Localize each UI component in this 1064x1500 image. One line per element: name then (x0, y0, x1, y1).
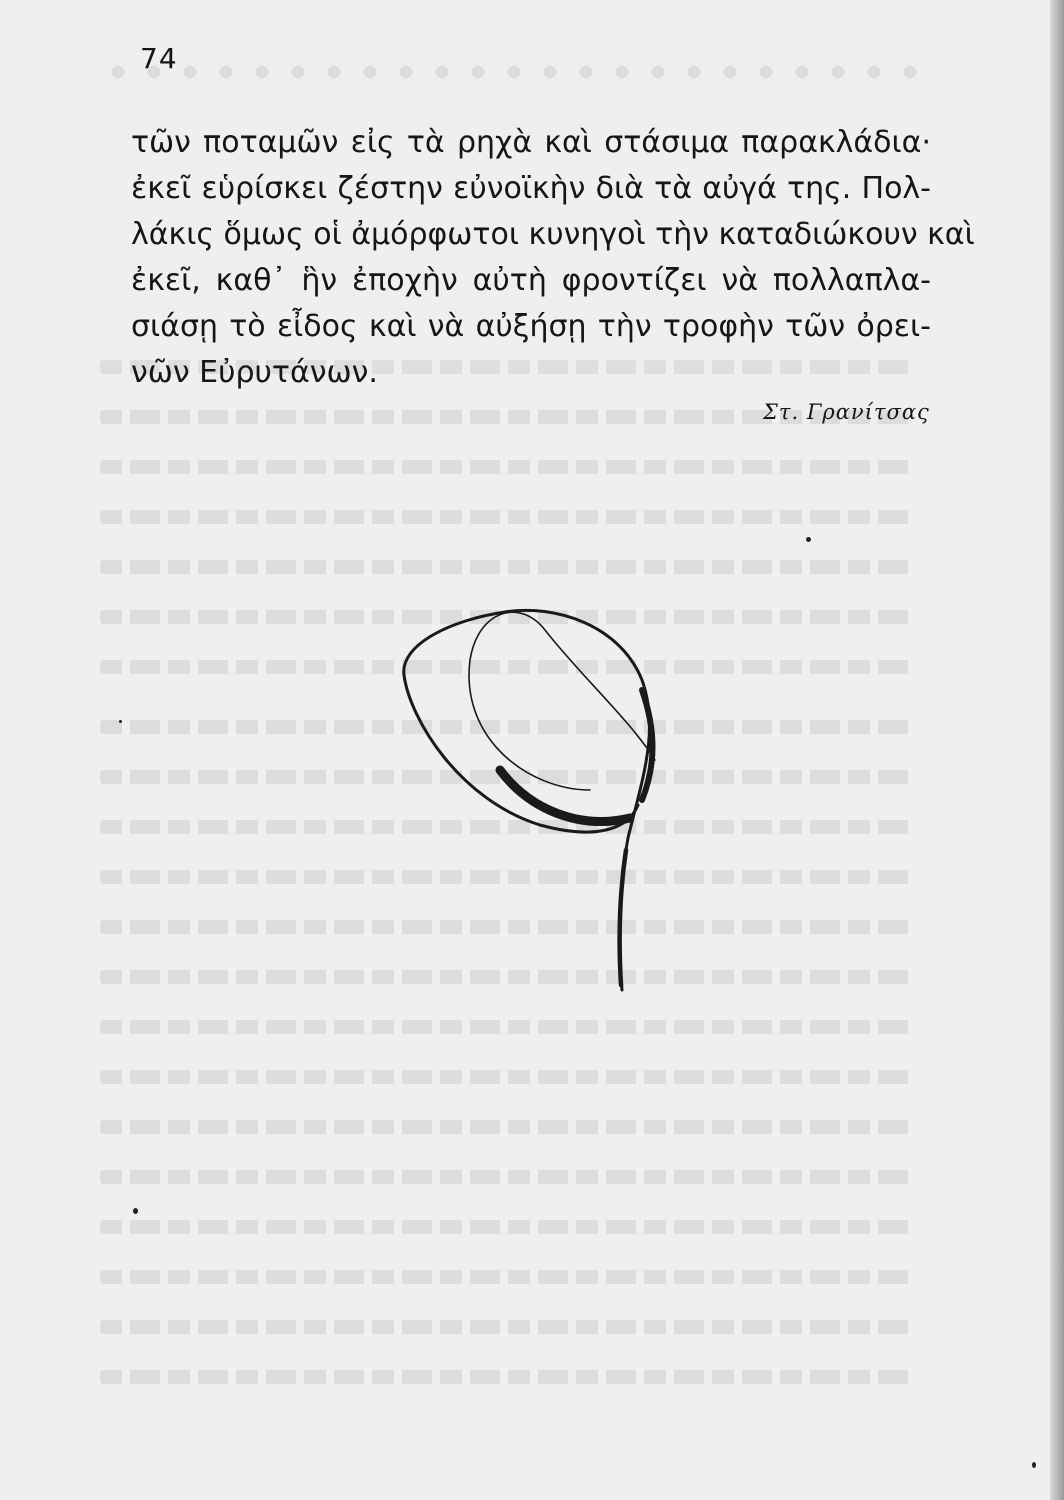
page-edge-shadow (1050, 0, 1064, 1500)
ghost-line (100, 1070, 910, 1084)
ghost-line (100, 1270, 910, 1284)
page-number: 74 (140, 42, 178, 75)
text-line: ἐκεῖ, καθ᾽ ἣν ἐποχὴν αὐτὴ φροντίζει νὰ πολλαπλα- (131, 263, 931, 298)
text-line: λάκις ὅμως οἱ ἀμόρφωτοι κυνηγοὶ τὴν καταδιώκουν καὶ (131, 217, 975, 252)
text-line: τῶν ποταμῶν εἰς τὰ ρηχὰ καὶ στάσιμα παρακλάδια· (131, 125, 931, 160)
ghost-line (100, 560, 910, 574)
text-line: ἐκεῖ εὑρίσκει ζέστην εὐνοϊκὴν διὰ τὰ αὐγά της. Πολ- (131, 171, 931, 206)
ink-speck (806, 537, 811, 542)
ink-speck (133, 1208, 138, 1214)
flourish-ornament (380, 590, 680, 1000)
author-signature: Στ. Γρανίτσας (763, 400, 930, 424)
text-line: νῶν Εὐρυτάνων. (131, 355, 378, 390)
ghost-line (100, 1320, 910, 1334)
ghost-line (100, 1170, 910, 1184)
ink-speck (1032, 1462, 1036, 1468)
paragraph (131, 120, 975, 396)
ghost-line (100, 460, 910, 474)
ghost-ornament-row (100, 60, 920, 84)
ink-speck (119, 720, 122, 723)
ghost-line (100, 1120, 910, 1134)
ghost-line (100, 1220, 910, 1234)
ghost-line (100, 1370, 910, 1384)
ghost-line (100, 510, 910, 524)
text-line: σιάσῃ τὸ εἶδος καὶ νὰ αὐξήσῃ τὴν τροφὴν τῶν ὀρει- (131, 309, 931, 344)
ghost-line (100, 1020, 910, 1034)
